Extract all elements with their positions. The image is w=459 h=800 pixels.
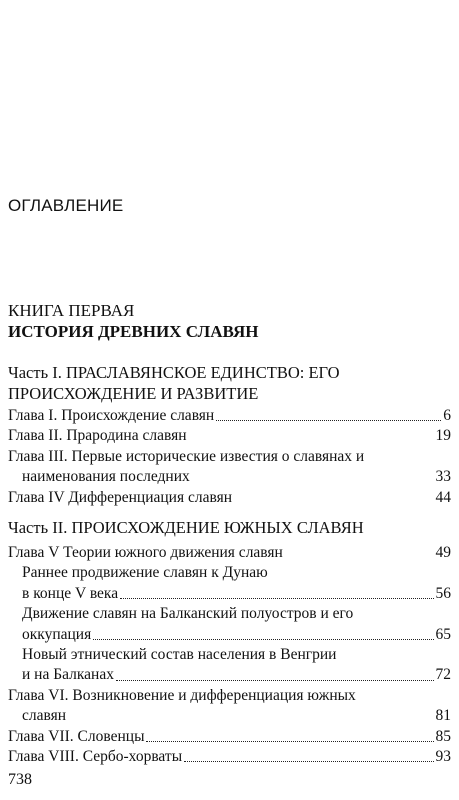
toc-entry-text: Глава II. Прародина славян bbox=[8, 427, 187, 445]
toc-page-number: 44 bbox=[435, 488, 451, 506]
toc-page-number: 6 bbox=[443, 407, 451, 424]
part2-title: Часть II. ПРОИСХОЖДЕНИЕ ЮЖНЫХ СЛАВЯН bbox=[8, 518, 364, 537]
part1-title-line2: ПРОИСХОЖДЕНИЕ И РАЗВИТИЕ bbox=[8, 384, 259, 403]
part1-toc bbox=[8, 406, 451, 508]
book-title: ИСТОРИЯ ДРЕВНИХ СЛАВЯН bbox=[8, 322, 259, 341]
part1-title-line1: Часть I. ПРАСЛАВЯНСКОЕ ЕДИНСТВО: ЕГО bbox=[8, 363, 340, 382]
toc-page-number: 19 bbox=[435, 427, 451, 445]
toc-subentry-2-line2 bbox=[8, 625, 451, 645]
toc-entry-chapter3-line2 bbox=[8, 467, 451, 487]
toc-page-number: 56 bbox=[435, 584, 451, 602]
toc-subentry-1-line2 bbox=[8, 584, 451, 604]
toc-entry-chapter5 bbox=[8, 543, 451, 563]
toc-entry-text: Глава III. Первые исторические известия о славянах и bbox=[8, 447, 365, 465]
toc-entry-text: Новый этнический состав населения в Венгрии bbox=[22, 645, 337, 663]
toc-entry-chapter7 bbox=[8, 727, 451, 747]
toc-subentry-3-line2 bbox=[8, 665, 451, 685]
toc-page-number: 49 bbox=[435, 544, 451, 561]
toc-entry-text: в конце V века bbox=[22, 584, 119, 602]
toc-entry-text: Глава VIII. Сербо-хорваты bbox=[8, 747, 183, 765]
toc-subentry-1-line1 bbox=[8, 563, 451, 583]
toc-entry-text: Глава IV Дифференциация славян bbox=[8, 488, 232, 506]
toc-page-number: 33 bbox=[435, 468, 451, 486]
toc-entry-text: Глава VI. Возникновение и дифференциация южных bbox=[8, 686, 356, 704]
leader-dots bbox=[184, 760, 433, 762]
toc-entry-chapter6-line2 bbox=[8, 706, 451, 726]
toc-page-number: 72 bbox=[435, 666, 451, 684]
leader-dots bbox=[120, 597, 433, 599]
toc-page-number: 81 bbox=[435, 707, 451, 725]
toc-entry-text: Раннее продвижение славян к Дунаю bbox=[22, 564, 268, 582]
toc-entry-text: оккупация bbox=[22, 625, 92, 643]
toc-subentry-2-line1 bbox=[8, 604, 451, 624]
toc-subentry-3-line1 bbox=[8, 645, 451, 665]
toc-entry-chapter6-line1 bbox=[8, 686, 451, 706]
part1-title bbox=[8, 362, 451, 404]
toc-entry-chapter4 bbox=[8, 488, 451, 508]
toc-entry-chapter8 bbox=[8, 747, 451, 767]
toc-entry-chapter3-line1 bbox=[8, 447, 451, 467]
contents-heading: ОГЛАВЛЕНИЕ bbox=[8, 196, 124, 215]
toc-entry-chapter1 bbox=[8, 406, 451, 426]
leader-dots bbox=[146, 740, 433, 742]
toc-page-number: 85 bbox=[435, 727, 451, 745]
toc-entry-text: Глава V Теории южного движения славян bbox=[8, 544, 283, 561]
leader-dots bbox=[93, 638, 433, 640]
toc-entry-text: Глава I. Происхождение славян bbox=[8, 407, 215, 424]
toc-entry-text: наименования последних bbox=[22, 468, 190, 486]
toc-entry-text: Глава VII. Словенцы bbox=[8, 727, 145, 745]
page-number: 738 bbox=[8, 771, 32, 788]
toc-entry-text: славян bbox=[22, 707, 67, 725]
part2-toc bbox=[8, 543, 451, 767]
toc-page-number: 93 bbox=[435, 747, 451, 765]
toc-entry-text: и на Балканах bbox=[22, 666, 114, 684]
leader-dots bbox=[116, 679, 434, 681]
book-label: КНИГА ПЕРВАЯ bbox=[8, 301, 135, 320]
toc-page-number: 65 bbox=[435, 625, 451, 643]
leader-dots bbox=[216, 419, 441, 421]
toc-entry-text: Движение славян на Балканский полуостров и его bbox=[22, 605, 354, 623]
toc-entry-chapter2 bbox=[8, 426, 451, 446]
